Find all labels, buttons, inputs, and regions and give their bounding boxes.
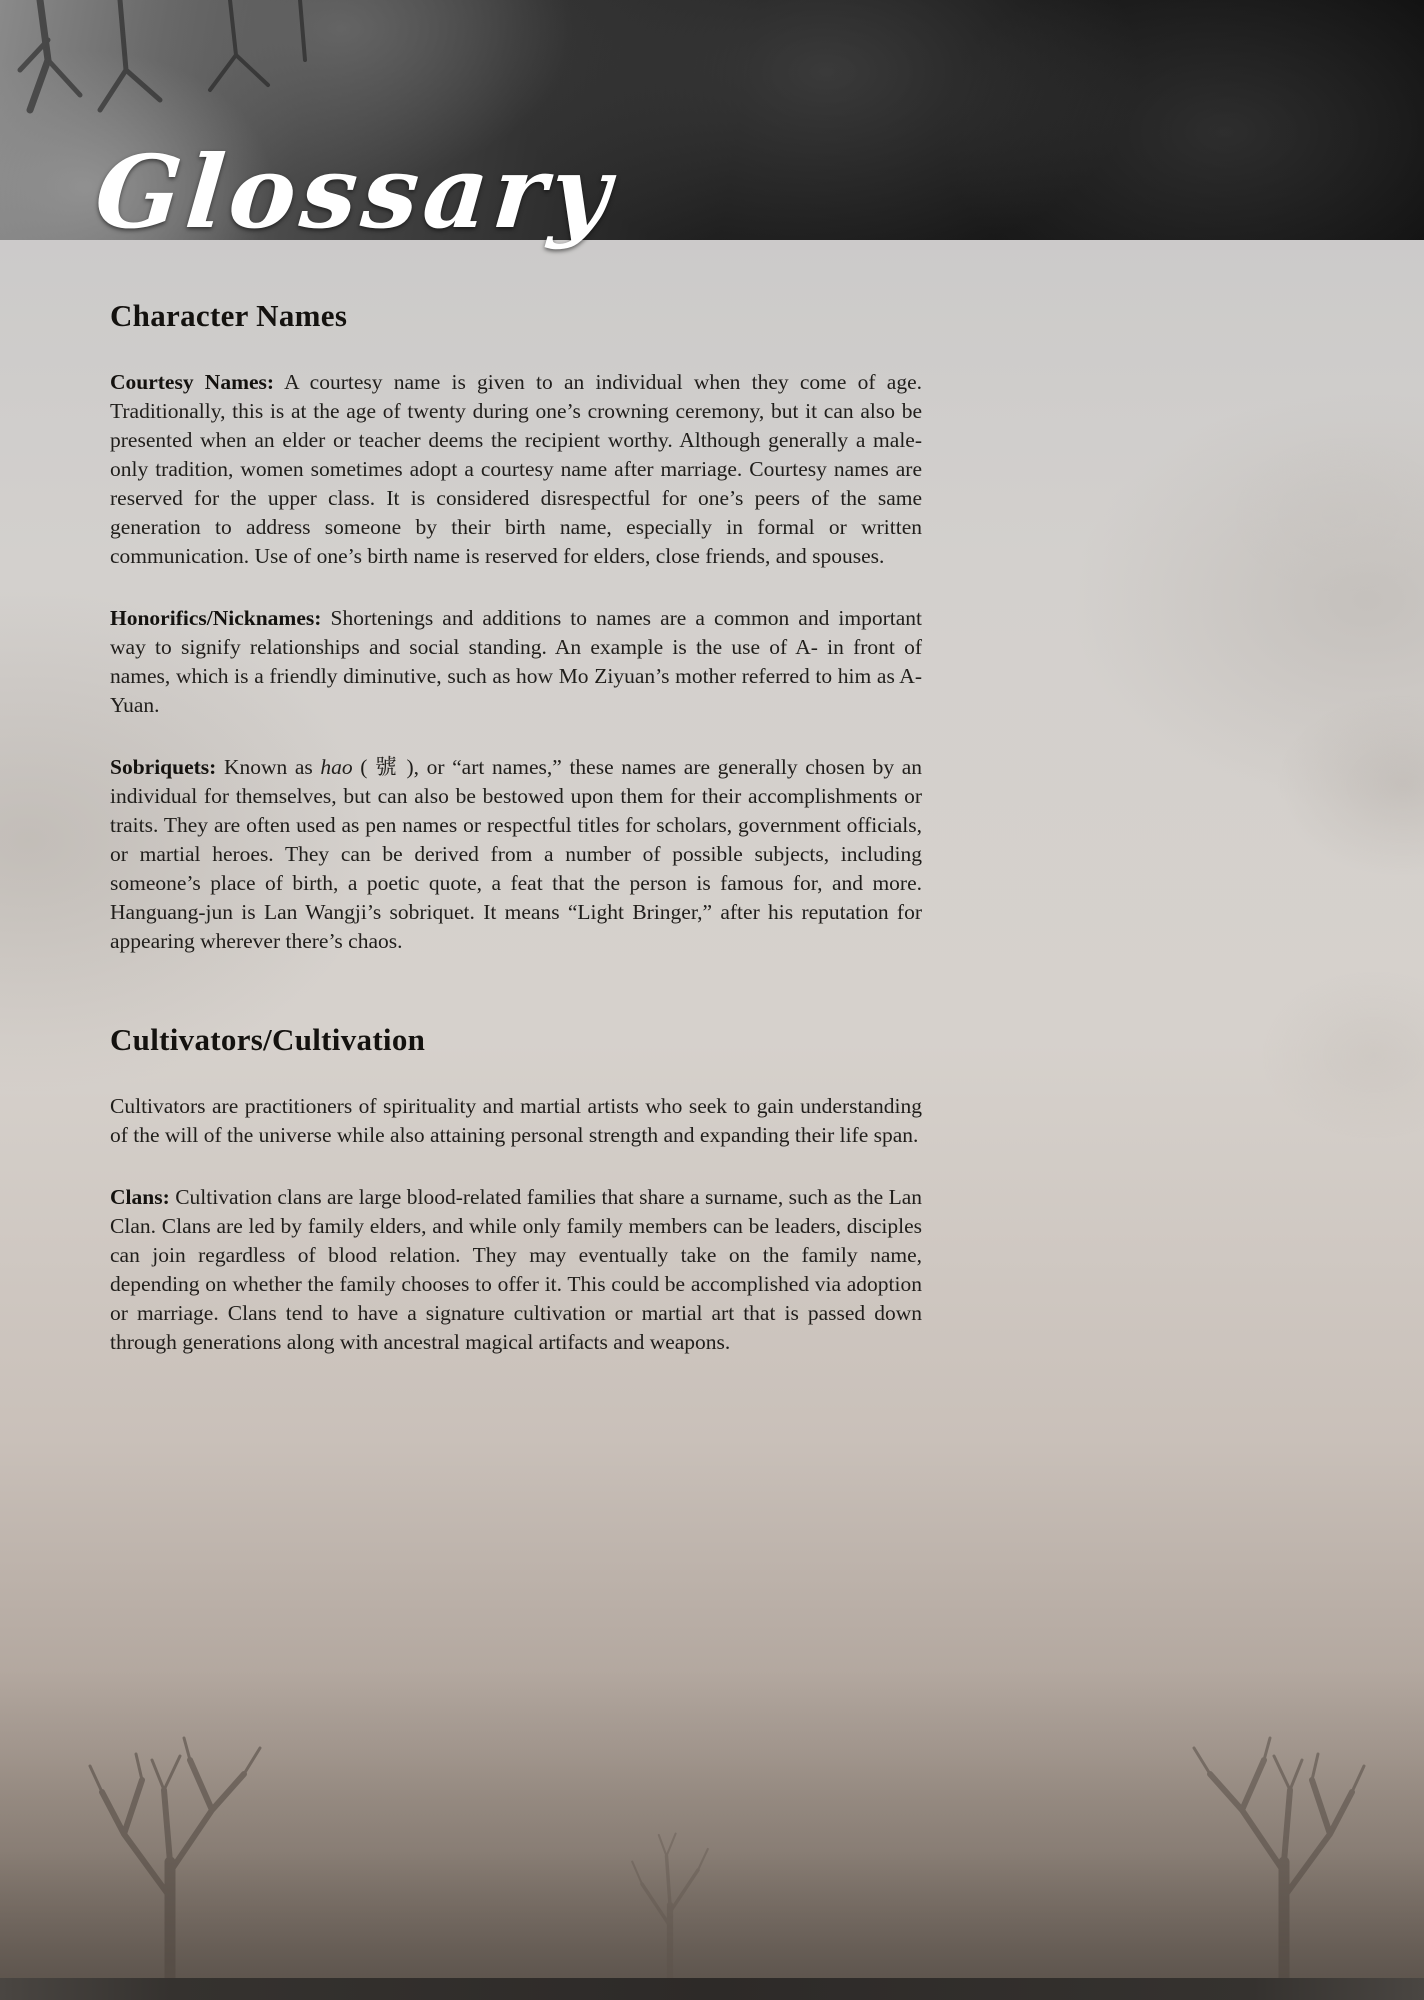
header-tree-silhouette xyxy=(0,0,340,150)
entry-term: Honorifics/Nicknames: xyxy=(110,606,322,630)
entry-term: Courtesy Names: xyxy=(110,370,275,394)
entry-definition-after: ( 號 ), or “art names,” these names are generally chosen by an individual for themselves, but can also be bestowed upon them for their accomplishments or traits. They are often used as pen names or respectful titles for scholars, government officials, or martial heroes. They can be derived from a number of possible subjects, including someone’s place of birth, a poetic quote, a feat that the person is famous for, and more. Hanguang-jun is Lan Wangji’s sobriquet. It means “Light Bringer,” after his reputation for appearing wherever there’s chaos. xyxy=(110,755,923,953)
tree-silhouette xyxy=(593,1800,747,1982)
glossary-entry-sobriquets xyxy=(110,753,922,956)
footer-gradient xyxy=(0,1670,1424,2000)
glossary-content xyxy=(110,298,922,1357)
section-character-names xyxy=(110,298,922,956)
tree-silhouette xyxy=(1174,1722,1394,1982)
glossary-entry-cultivators-intro xyxy=(110,1092,922,1150)
section-heading: Character Names xyxy=(110,298,348,333)
entry-definition: A courtesy name is given to an individual when they come of age. Traditionally, this is at the age of twenty during one’s crowning ceremony, but it can also be presented when an elder or teacher deems the recipient worthy. Although generally a male-only tradition, women sometimes adopt a courtesy name after marriage. Courtesy names are reserved for the upper class. It is considered disrespectful for one’s peers of the same generation to address someone by their birth name, especially in formal or written communication. Use of one’s birth name is reserved for elders, close friends, and spouses. xyxy=(110,370,922,568)
entry-term: Clans: xyxy=(110,1185,170,1209)
glossary-entry-honorifics xyxy=(110,604,922,720)
entry-definition-before: Known as xyxy=(223,755,321,779)
entry-definition: Cultivators are practitioners of spirituality and martial artists who seek to gain understanding of the will of the universe while also attaining personal strength and expanding their life span. xyxy=(110,1094,922,1147)
page-title: Glossary xyxy=(90,133,620,251)
section-heading: Cultivators/Cultivation xyxy=(110,1022,426,1057)
glossary-entry-clans xyxy=(110,1183,922,1357)
page-header xyxy=(0,0,1424,251)
tree-silhouette xyxy=(60,1722,280,1982)
glossary-entry-courtesy-names xyxy=(110,368,922,571)
section-cultivators xyxy=(110,1022,922,1357)
entry-definition: Cultivation clans are large blood-related families that share a surname, such as the Lan Clan. Clans are led by family elders, and while only family members can be leaders, disciples can join regardless of blood relation. They may eventually take on the family name, depending on whether the family chooses to offer it. This could be accomplished via adoption or marriage. Clans tend to have a signature cultivation or martial art that is passed down through generations along with ancestral magical artifacts and weapons. xyxy=(110,1185,922,1354)
entry-term: Sobriquets: xyxy=(110,755,217,779)
bottom-bar xyxy=(0,1978,1424,2000)
entry-definition: Shortenings and additions to names are a common and important way to signify relationships and social standing. An example is the use of A- in front of names, which is a friendly diminutive, such as how Mo Ziyuan’s mother referred to him as A-Yuan. xyxy=(110,606,923,717)
foliage-texture xyxy=(1004,380,1424,1280)
entry-italic-term: hao xyxy=(320,755,353,779)
